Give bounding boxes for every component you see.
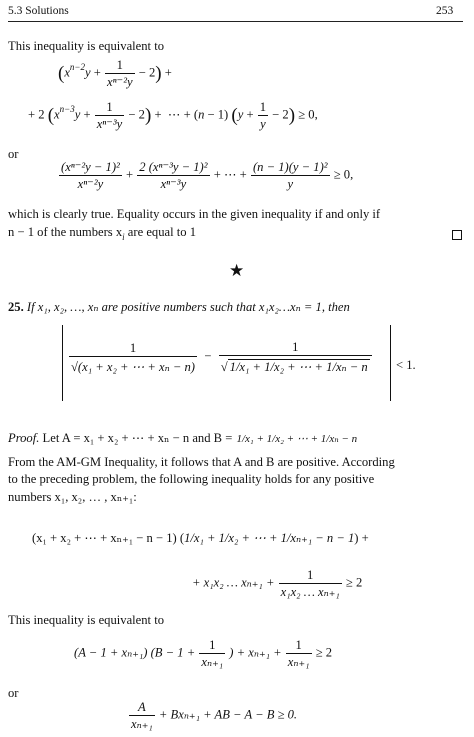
- proof-line-1: Proof. Let A = x₁ + x₂ + ⋯ + xₙ − n and B = 1/x₁ + 1/x₂ + ⋯ + 1/xₙ − n: [8, 431, 358, 446]
- fraction: $\frac{1}{\text{xₙ₊₁}}$: [287, 638, 310, 669]
- fraction: $\frac{1}{\text{x₁x₂ … xₙ₊₁}}$: [280, 568, 340, 599]
- equation-3-line-2: + x₁x₂ … xₙ₊₁ + $\frac{1}{\text{x₁x₂ … xₙ₊₁}}$ ≥ 2: [192, 568, 363, 599]
- problem-inequality: $\frac{1}{\text{√(x₁ + x₂ + ⋯ + xₙ − n)}}$ − $\frac{1}{\text{√ 1/x₁ + 1/x₂ + ⋯ + 1/xₙ − n}}$: [68, 340, 373, 374]
- header-rule: [8, 21, 463, 22]
- fraction: $\frac{1}{\text{xⁿ⁻³y}}$: [96, 100, 123, 131]
- or-text-1: or: [8, 147, 19, 161]
- fraction: $\frac{\text{2 (xⁿ⁻³y − 1)²}}{\text{xⁿ⁻³y}}$: [139, 160, 208, 191]
- section-title: 5.3 Solutions: [8, 5, 69, 17]
- intro-text: This inequality is equivalent to: [8, 39, 164, 53]
- conclusion-text-2: n − 1 of the numbers $x_i$ are equal to 1: [8, 225, 196, 242]
- fraction: $\frac{1}{\text{√(x₁ + x₂ + ⋯ + xₙ − n)}}$: [71, 340, 196, 374]
- problem-statement: 25. If x₁, x₂, …, xₙ are positive numbers such that x₁x₂…xₙ = 1, then: [8, 300, 350, 314]
- equation-4: (A − 1 + xₙ₊₁) (B − 1 + $\frac{1}{\text{xₙ₊₁}}$ ) + xₙ₊₁ + $\frac{1}{\text{xₙ₊₁}}$ ≥ 2: [74, 638, 333, 669]
- equation-5: $\frac{A}{\text{xₙ₊₁}}$ + Bxₙ₊₁ + AB − A − B ≥ 0.: [131, 700, 298, 731]
- proof-line-4: numbers x₁, x₂, … , xₙ₊₁:: [8, 490, 137, 504]
- equation-1-line-2: + 2 ($x^{n-3}y$ + $\frac{1}{\text{xⁿ⁻³y}}$ − 2) + ⋯ + (n − 1) (y + $\frac{1}{y}$ − 2) ≥ 0,: [28, 100, 318, 131]
- fraction: $\frac{1}{y}$: [259, 100, 267, 131]
- fraction: $\frac{1}{\text{xⁿ⁻²y}}$: [107, 58, 133, 89]
- fraction: $\frac{\text{(n − 1)(y − 1)²}}{y}$: [252, 160, 328, 191]
- fraction: $\frac{A}{\text{xₙ₊₁}}$: [131, 700, 153, 731]
- fraction: $\frac{1}{\text{√ 1/x₁ + 1/x₂ + ⋯ + 1/xₙ − n}}$: [219, 340, 372, 374]
- proof-line-3: to the preceding problem, the following inequality holds for any positive: [8, 472, 375, 486]
- proof-line-2: From the AM-GM Inequality, it follows that A and B are positive. According: [8, 455, 395, 469]
- equation-2: $\frac{\text{(xⁿ⁻²y − 1)²}}{\text{xⁿ⁻²y}}$ + $\frac{\text{2 (xⁿ⁻³y − 1)²}}{\text{xⁿ⁻³y}}$ + ⋯ + $\frac{\text{(n − 1)(y − 1)²}}{y}$ ≥ 0,: [61, 160, 354, 191]
- star-separator: ★: [229, 261, 245, 280]
- fraction: $\frac{1}{\text{xₙ₊₁}}$: [201, 638, 224, 669]
- equation-1-line-1: ($x^{n-2}y$ + $\frac{1}{\text{xⁿ⁻²y}}$ − 2) +: [58, 58, 172, 89]
- qed-box: [452, 229, 462, 244]
- equivalent-text-2: This inequality is equivalent to: [8, 613, 164, 627]
- equation-3-line-1: (x₁ + x₂ + ⋯ + xₙ₊₁ − n − 1) (1/x₁ + 1/x₂ + ⋯ + 1/xₙ₊₁ − n − 1) +: [32, 531, 369, 545]
- fraction: $\frac{\text{(xⁿ⁻²y − 1)²}}{\text{xⁿ⁻²y}}$: [61, 160, 120, 191]
- inequality-tail: < 1.: [396, 358, 416, 372]
- or-text-2: or: [8, 686, 19, 700]
- page-number: 253: [436, 5, 454, 17]
- conclusion-text: which is clearly true. Equality occurs in the given inequality if and only if: [8, 207, 381, 221]
- fraction: 1/x₁ + 1/x₂ + ⋯ + 1/xₙ − n: [236, 433, 358, 446]
